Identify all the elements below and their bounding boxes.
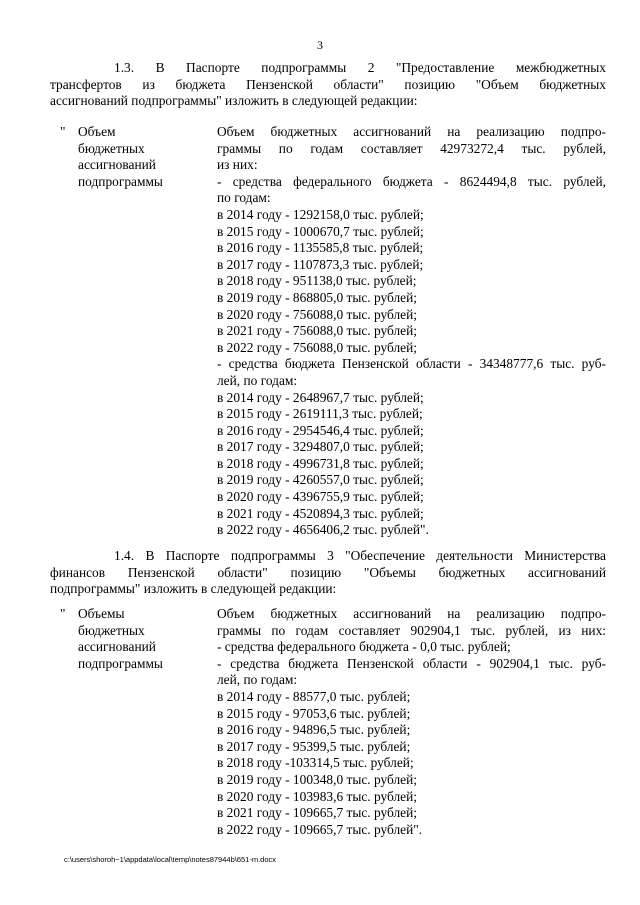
label-line: Объемы [78,606,125,621]
intro-line: финансов Пензенской области" позицию "Объемы бюджетных ассигнований [50,564,606,580]
row-content [217,124,606,539]
label-line: подпрограммы [78,655,163,671]
label-line: Объем [78,124,116,139]
intro-line: ассигнований подпрограммы" изложить в следующей редакции: [50,93,418,109]
row-label [78,606,208,672]
content-line: в 2020 году - 756088,0 тыс. рублей; [217,306,418,322]
row-label [78,124,208,190]
content-line: в 2015 году - 97053,6 тыс. рублей; [217,705,411,721]
opening-quote: " [60,606,66,621]
content-line: в 2019 году - 868805,0 тыс. рублей; [217,289,418,305]
content-line: - средства бюджета Пензенской области - 34348777,6 тыс. руб- [217,356,606,372]
content-line: граммы по годам составляет 902904,1 тыс. рублей, из них: [217,622,606,638]
section-1-4-intro [50,548,606,598]
content-line: в 2014 году - 88577,0 тыс. рублей; [217,688,411,704]
content-line: в 2022 году - 109665,7 тыс. рублей". [217,821,423,837]
content-line: в 2017 году - 3294807,0 тыс. рублей; [217,439,424,455]
content-line: по годам: [217,190,271,206]
content-line: в 2020 году - 4396755,9 тыс. рублей; [217,489,424,505]
row-content [217,606,606,838]
label-line: подпрограммы [78,173,163,189]
footer-file-path: c:\users\shoroh~1\appdata\local\temp\notes87944b\651-m.docx [64,855,277,864]
content-line: в 2019 году - 100348,0 тыс. рублей; [217,771,418,787]
label-line: бюджетных [78,140,145,156]
content-line: в 2016 году - 94896,5 тыс. рублей; [217,722,411,738]
content-line: лей, по годам: [217,672,298,688]
content-line: в 2015 году - 1000670,7 тыс. рублей; [217,223,424,239]
content-line: в 2014 году - 2648967,7 тыс. рублей; [217,389,424,405]
intro-line: 1.3. В Паспорте подпрограммы 2 "Предоставление межбюджетных [114,60,606,75]
page-number: 3 [317,38,323,52]
opening-quote: " [60,124,66,139]
label-line: бюджетных [78,622,145,638]
content-line: в 2018 году -103314,5 тыс. рублей; [217,755,414,771]
content-line: в 2017 году - 1107873,3 тыс. рублей; [217,256,424,272]
section-1-3-intro [50,60,606,110]
content-line: в 2016 году - 2954546,4 тыс. рублей; [217,422,424,438]
content-line: в 2020 году - 103983,6 тыс. рублей; [217,788,418,804]
content-line: в 2018 году - 4996731,8 тыс. рублей; [217,455,424,471]
content-line: в 2018 году - 951138,0 тыс. рублей; [217,273,417,289]
content-line: Объем бюджетных ассигнований на реализацию подпро- [217,124,606,139]
content-line: в 2017 году - 95399,5 тыс. рублей; [217,738,411,754]
label-line: ассигнований [78,157,156,173]
content-line: - средства федерального бюджета - 0,0 тыс. рублей; [217,639,511,655]
content-line: в 2021 году - 756088,0 тыс. рублей; [217,323,418,339]
content-line: - средства федерального бюджета - 8624494,8 тыс. рублей, [217,173,606,189]
content-line: лей, по годам: [217,372,298,388]
intro-line: подпрограммы" изложить в следующей редакции: [50,581,337,597]
content-line: Объем бюджетных ассигнований на реализацию подпро- [217,606,606,621]
content-line: в 2015 году - 2619111,3 тыс. рублей; [217,406,423,422]
content-line: в 2021 году - 109665,7 тыс. рублей; [217,805,418,821]
content-line: из них: [217,157,258,173]
intro-line: трансфертов из бюджета Пензенской области" позицию "Объем бюджетных [50,76,606,92]
intro-line: 1.4. В Паспорте подпрограммы 3 "Обеспечение деятельности Министерства [114,548,606,563]
content-line: в 2021 году - 4520894,3 тыс. рублей; [217,505,424,521]
label-line: ассигнований [78,639,156,655]
content-line: в 2016 году - 1135585,8 тыс. рублей; [217,240,424,256]
content-line: в 2022 году - 756088,0 тыс. рублей; [217,339,418,355]
content-line: - средства бюджета Пензенской области - 902904,1 тыс. руб- [217,655,606,671]
content-line: в 2014 году - 1292158,0 тыс. рублей; [217,206,424,222]
content-line: граммы по годам составляет 42973272,4 тыс. рублей, [217,140,606,156]
content-line: в 2022 году - 4656406,2 тыс. рублей". [217,522,429,538]
content-line: в 2019 году - 4260557,0 тыс. рублей; [217,472,424,488]
